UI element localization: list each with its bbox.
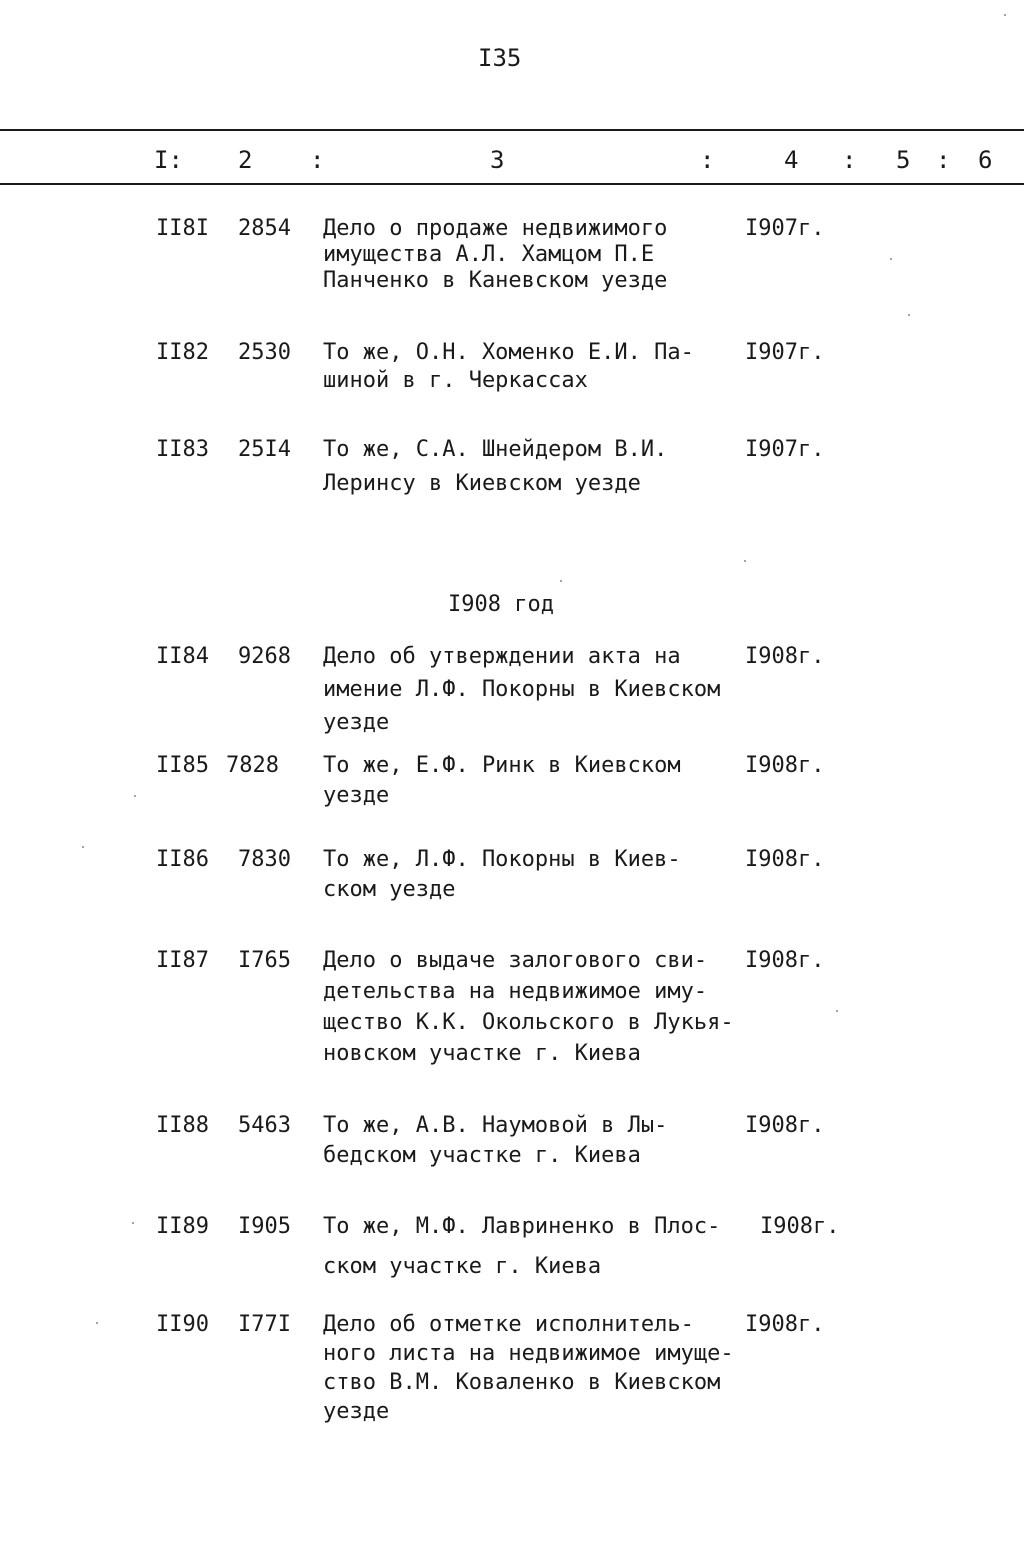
entry-title: То же, О.Н. Хоменко Е.И. Па- шиной в г. Черкассах (323, 340, 694, 393)
column-separator: : (700, 146, 715, 174)
column-separator: : (310, 146, 325, 174)
scan-speck (908, 314, 910, 316)
scan-speck (836, 1010, 838, 1012)
entry-number: II82 (156, 340, 209, 365)
entry-number: II88 (156, 1113, 209, 1138)
column-header-5: 5 (896, 146, 911, 174)
entry-fund-number: 2530 (238, 340, 291, 365)
entry-fund-number: I765 (238, 948, 291, 973)
entry-number: II8I (156, 216, 209, 241)
entry-title: То же, Л.Ф. Покорны в Киев- ском уезде (323, 847, 681, 902)
section-heading: I908 год (448, 592, 554, 617)
entry-number: II86 (156, 847, 209, 872)
entry-fund-number: 7828 (226, 753, 279, 778)
header-rule-top (0, 129, 1024, 131)
column-header-1: I: (154, 146, 183, 174)
entry-number: II90 (156, 1312, 209, 1337)
entry-number: II89 (156, 1214, 209, 1239)
entry-title: То же, С.А. Шнейдером В.И. Леринсу в Киевском уезде (323, 437, 668, 496)
entry-title: То же, А.В. Наумовой в Лы- бедском участке г. Киева (323, 1113, 668, 1168)
column-header-2: 2 (238, 146, 253, 174)
entry-date: I908г. (745, 948, 825, 973)
column-separator: : (936, 146, 951, 174)
column-separator: : (842, 146, 857, 174)
entry-number: II84 (156, 644, 209, 669)
header-rule-bottom (0, 183, 1024, 185)
entry-date: I908г. (760, 1214, 840, 1239)
entry-fund-number: I905 (238, 1214, 291, 1239)
entry-title: Дело об отметке исполнитель- ного листа на недвижимое имуще- ство В.М. Коваленко в Киевском уезде (323, 1312, 734, 1424)
entry-fund-number: 7830 (238, 847, 291, 872)
entry-title: То же, М.Ф. Лавриненко в Плос- ском участке г. Киева (323, 1214, 721, 1279)
entry-date: I907г. (745, 216, 825, 241)
scan-speck (132, 1222, 134, 1224)
entry-date: I907г. (745, 437, 825, 462)
entry-title: Дело о выдаче залогового сви- детельства на недвижимое иму- щество К.К. Окольского в Лукья- новском участке г. Киева (323, 948, 734, 1066)
entry-date: I908г. (745, 1312, 825, 1337)
entry-fund-number: 25I4 (238, 437, 291, 462)
entry-fund-number: 5463 (238, 1113, 291, 1138)
column-header-6: 6 (978, 146, 993, 174)
scan-speck (134, 795, 136, 797)
scan-speck (1004, 14, 1006, 16)
entry-date: I908г. (745, 847, 825, 872)
entry-fund-number: I77I (238, 1312, 291, 1337)
entry-date: I908г. (745, 753, 825, 778)
scan-speck (96, 1322, 98, 1324)
entry-number: II87 (156, 948, 209, 973)
scan-speck (82, 846, 84, 848)
entry-date: I908г. (745, 1113, 825, 1138)
scan-speck (560, 580, 562, 582)
column-header-4: 4 (784, 146, 799, 174)
entry-date: I907г. (745, 340, 825, 365)
entry-title: Дело о продаже недвижимого имущества А.Л. Хамцом П.Е Панченко в Каневском уезде (323, 216, 668, 293)
entry-fund-number: 9268 (238, 644, 291, 669)
entry-title: То же, Е.Ф. Ринк в Киевском уезде (323, 753, 681, 808)
entry-number: II85 (156, 753, 209, 778)
scan-speck (744, 560, 746, 562)
entry-title: Дело об утверждении акта на имение Л.Ф. Покорны в Киевском уезде (323, 644, 721, 735)
entry-date: I908г. (745, 644, 825, 669)
page-number: I35 (478, 44, 522, 72)
entry-number: II83 (156, 437, 209, 462)
entry-fund-number: 2854 (238, 216, 291, 241)
column-header-3: 3 (490, 146, 505, 174)
scan-speck (890, 258, 892, 260)
